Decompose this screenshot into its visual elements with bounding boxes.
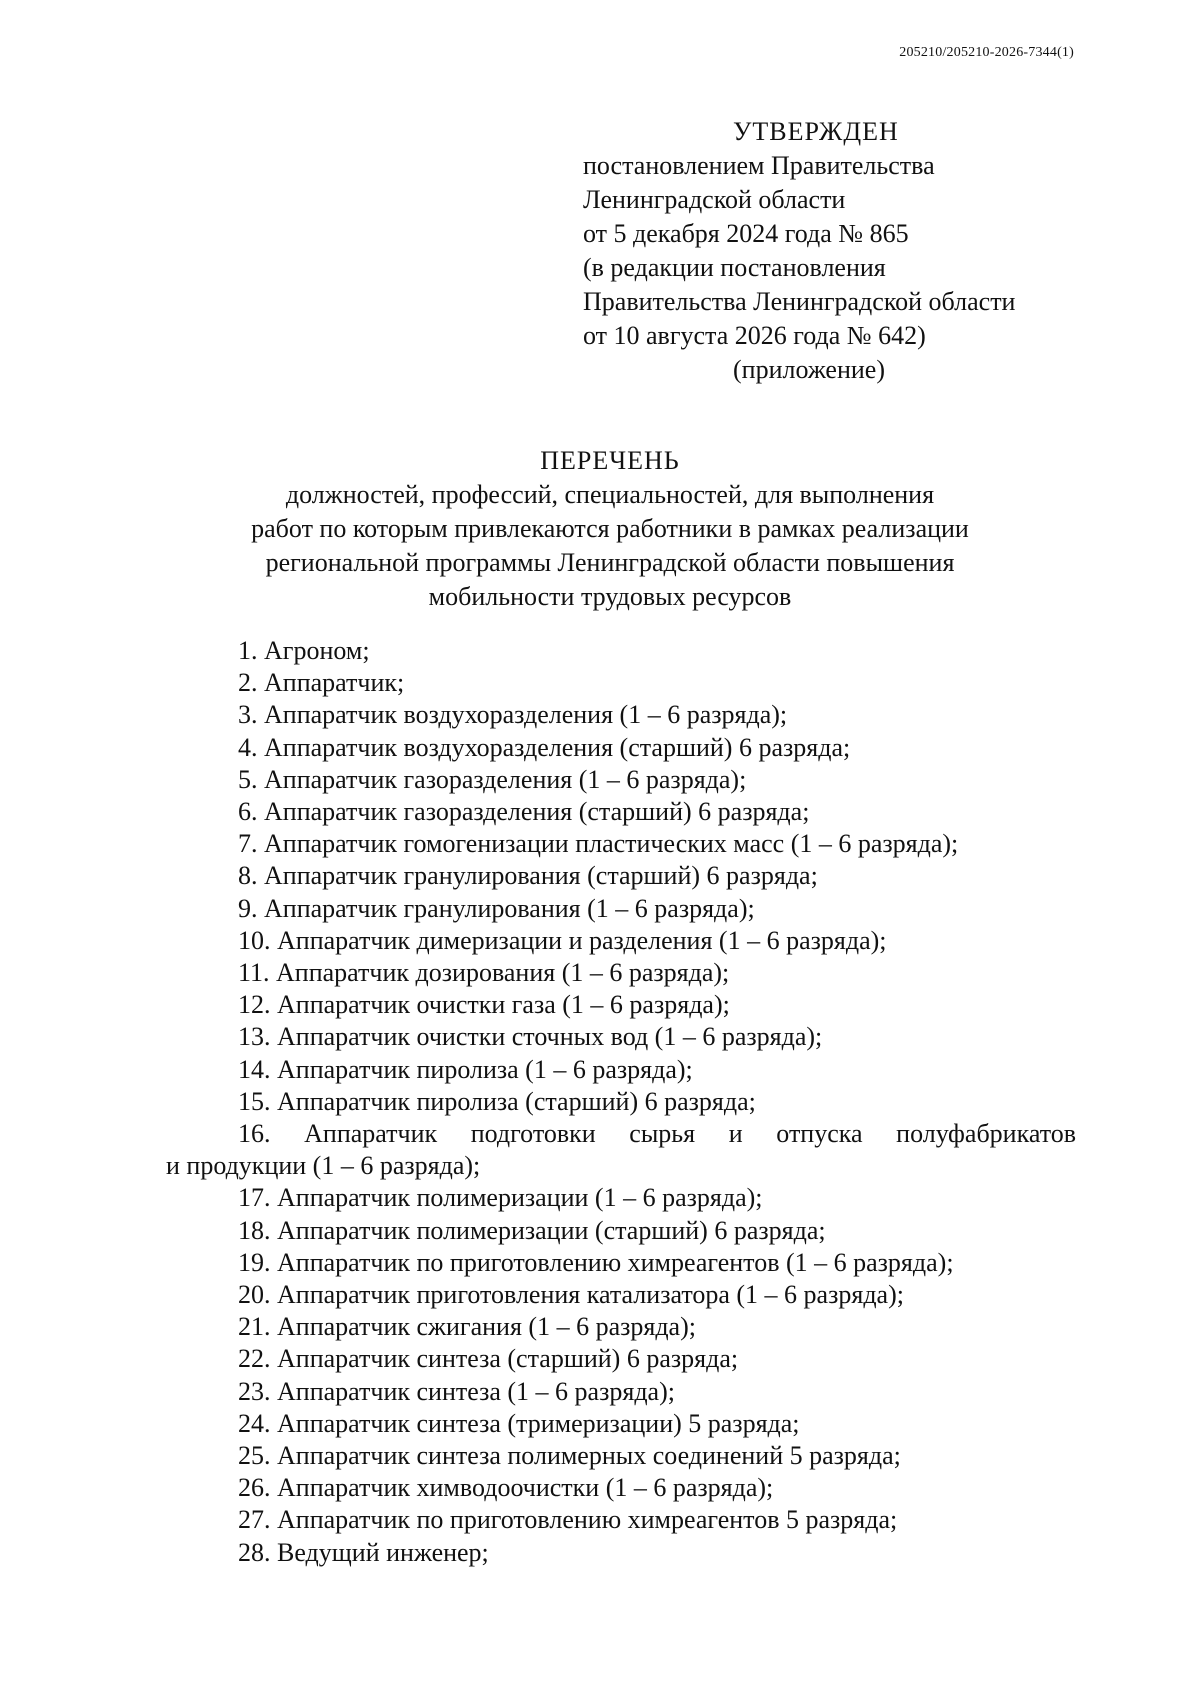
list-item: 1. Агроном; xyxy=(238,636,370,665)
approval-line: Ленинградской области xyxy=(583,185,846,214)
document-title-block xyxy=(150,444,1070,614)
list-item: 21. Аппаратчик сжигания (1 – 6 разряда); xyxy=(238,1312,696,1342)
approval-line: Правительства Ленинградской области xyxy=(583,287,1016,316)
list-item: 8. Аппаратчик гранулирования (старший) 6 разряда; xyxy=(238,861,818,891)
list-item: 28. Ведущий инженер; xyxy=(238,1537,489,1567)
list-item: 15. Аппаратчик пиролиза (старший) 6 разряда; xyxy=(238,1086,756,1116)
document-subtitle-line: работ по которым привлекаются работники в рамках реализации xyxy=(251,514,969,543)
list-item: 12. Аппаратчик очистки газа (1 – 6 разряда); xyxy=(238,990,730,1020)
list-item: 19. Аппаратчик по приготовлению химреагентов (1 – 6 разряда); xyxy=(238,1247,954,1277)
document-subtitle-line: региональной программы Ленинградской области повышения xyxy=(265,548,955,577)
list-item: 22. Аппаратчик синтеза (старший) 6 разряда; xyxy=(238,1344,739,1374)
list-item: 20. Аппаратчик приготовления катализатора (1 – 6 разряда); xyxy=(238,1280,904,1310)
approval-line: (в редакции постановления xyxy=(583,253,886,282)
list-item: 7. Аппаратчик гомогенизации пластических масс (1 – 6 разряда); xyxy=(238,829,959,859)
list-item: 4. Аппаратчик воздухоразделения (старший) 6 разряда; xyxy=(238,732,851,762)
list-item: 11. Аппаратчик дозирования (1 – 6 разряда); xyxy=(238,958,730,988)
document-id: 205210/205210-2026-7344(1) xyxy=(899,45,1074,60)
list-item: 24. Аппаратчик синтеза (тримеризации) 5 разряда; xyxy=(238,1408,800,1438)
document-subtitle-line: должностей, профессий, специальностей, для выполнения xyxy=(285,480,935,509)
list-item-line: и продукции (1 – 6 разряда); xyxy=(166,1151,481,1181)
list-item: 18. Аппаратчик полимеризации (старший) 6 разряда; xyxy=(238,1215,826,1245)
list-item-line: 16. Аппаратчик подготовки сырья и отпуска полуфабрикатов xyxy=(238,1119,1076,1149)
list-item: 14. Аппаратчик пиролиза (1 – 6 разряда); xyxy=(238,1054,693,1084)
list-item: 9. Аппаратчик гранулирования (1 – 6 разряда); xyxy=(238,893,755,923)
list-item: 6. Аппаратчик газоразделения (старший) 6 разряда; xyxy=(238,797,810,827)
list-item: 25. Аппаратчик синтеза полимерных соединений 5 разряда; xyxy=(238,1441,901,1471)
document-title: ПЕРЕЧЕНЬ xyxy=(540,446,680,475)
approval-line: постановлением Правительства xyxy=(583,151,935,180)
list-item: 13. Аппаратчик очистки сточных вод (1 – 6 разряда); xyxy=(238,1022,823,1052)
list-item: 23. Аппаратчик синтеза (1 – 6 разряда); xyxy=(238,1376,675,1406)
approval-appendix-note: (приложение) xyxy=(733,355,886,384)
approval-line: от 5 декабря 2024 года № 865 xyxy=(583,219,909,248)
list-item: 26. Аппаратчик химводоочистки (1 – 6 разряда); xyxy=(238,1473,774,1503)
list-item: 10. Аппаратчик димеризации и разделения (1 – 6 разряда); xyxy=(238,925,887,955)
list-item: 5. Аппаратчик газоразделения (1 – 6 разряда); xyxy=(238,764,747,794)
list-item: 27. Аппаратчик по приготовлению химреагентов 5 разряда; xyxy=(238,1505,898,1535)
list-item: 17. Аппаратчик полимеризации (1 – 6 разряда); xyxy=(238,1183,763,1213)
list-item: 3. Аппаратчик воздухоразделения (1 – 6 разряда); xyxy=(238,700,788,730)
approval-heading: УТВЕРЖДЕН xyxy=(733,117,899,146)
document-subtitle-line: мобильности трудовых ресурсов xyxy=(428,582,792,611)
list-item: 2. Аппаратчик; xyxy=(238,668,405,698)
list-item xyxy=(166,1118,1076,1182)
approval-block xyxy=(583,115,1015,387)
profession-list xyxy=(166,635,1076,1569)
approval-line: от 10 августа 2026 года № 642) xyxy=(583,321,926,350)
